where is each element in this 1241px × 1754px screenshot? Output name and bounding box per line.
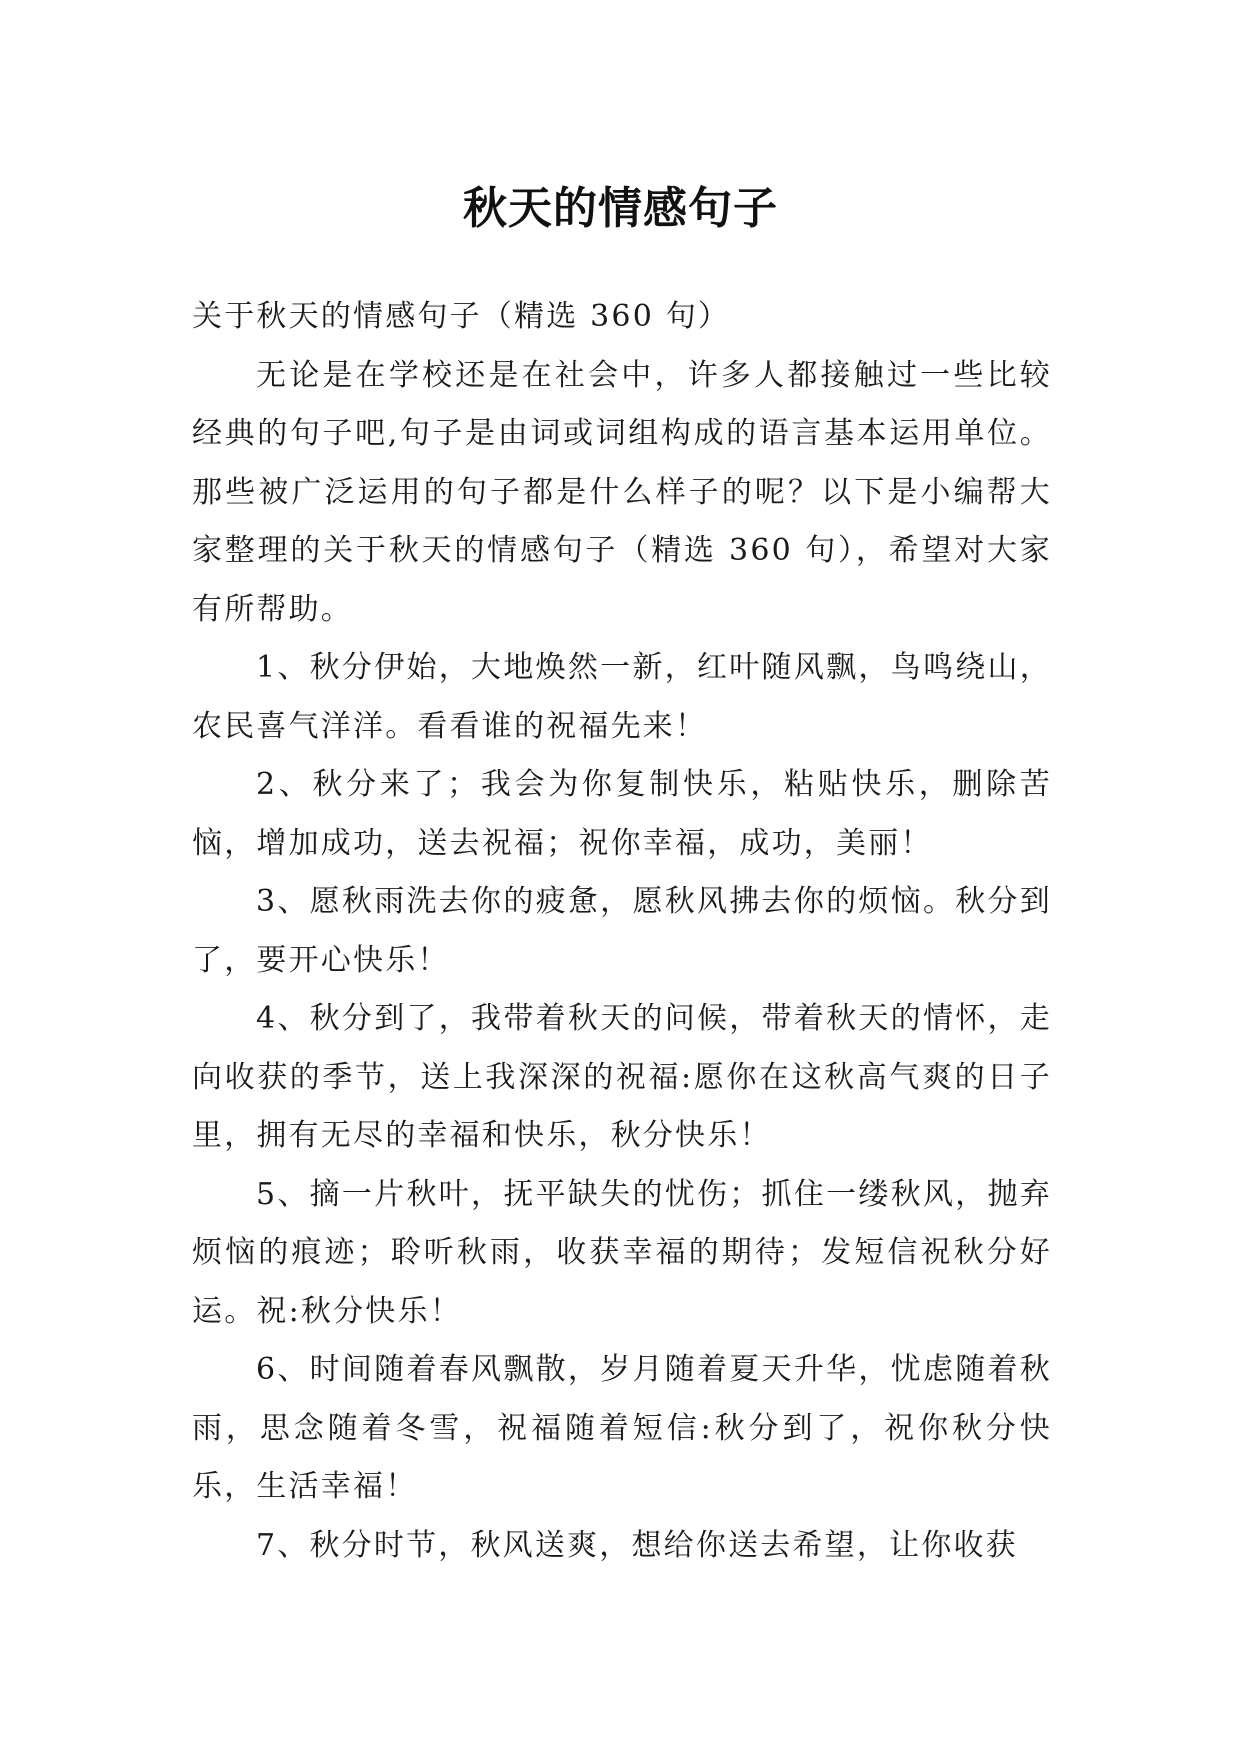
intro-paragraph: 无论是在学校还是在社会中，许多人都接触过一些比较经典的句子吧,句子是由词或词组构成的语言基本运用单位。那些被广泛运用的句子都是什么样子的呢？以下是小编帮大家整理的关于秋天的情感句子（精选 360 句），希望对大家有所帮助。	[192, 357, 1052, 627]
sentence-item-1: 1、秋分伊始，大地焕然一新，红叶随风飘，鸟鸣绕山，农民喜气洋洋。看看谁的祝福先来！	[192, 650, 1052, 744]
document-subtitle: 关于秋天的情感句子（精选 360 句）	[192, 299, 731, 334]
document-title: 秋天的情感句子	[463, 183, 778, 235]
document-body	[192, 288, 1052, 1575]
sentence-item-6: 6、时间随着春风飘散，岁月随着夏天升华，忧虑随着秋雨，思念随着冬雪，祝福随着短信:秋分到了，祝你秋分快乐，生活幸福！	[192, 1352, 1052, 1504]
sentence-item-7: 7、秋分时节，秋风送爽，想给你送去希望，让你收获	[256, 1527, 1018, 1563]
sentence-item-4: 4、秋分到了，我带着秋天的问候，带着秋天的情怀，走向收获的季节，送上我深深的祝福:愿你在这秋高气爽的日子里，拥有无尽的幸福和快乐，秋分快乐！	[192, 1001, 1052, 1153]
sentence-item-2: 2、秋分来了；我会为你复制快乐，粘贴快乐，删除苦恼，增加成功，送去祝福；祝你幸福，成功，美丽！	[192, 767, 1052, 861]
sentence-item-5: 5、摘一片秋叶，抚平缺失的忧伤；抓住一缕秋风，抛弃烦恼的痕迹；聆听秋雨，收获幸福的期待；发短信祝秋分好运。祝:秋分快乐！	[192, 1176, 1052, 1329]
sentence-item-3: 3、愿秋雨洗去你的疲惫，愿秋风拂去你的烦恼。秋分到了，要开心快乐！	[192, 884, 1052, 978]
